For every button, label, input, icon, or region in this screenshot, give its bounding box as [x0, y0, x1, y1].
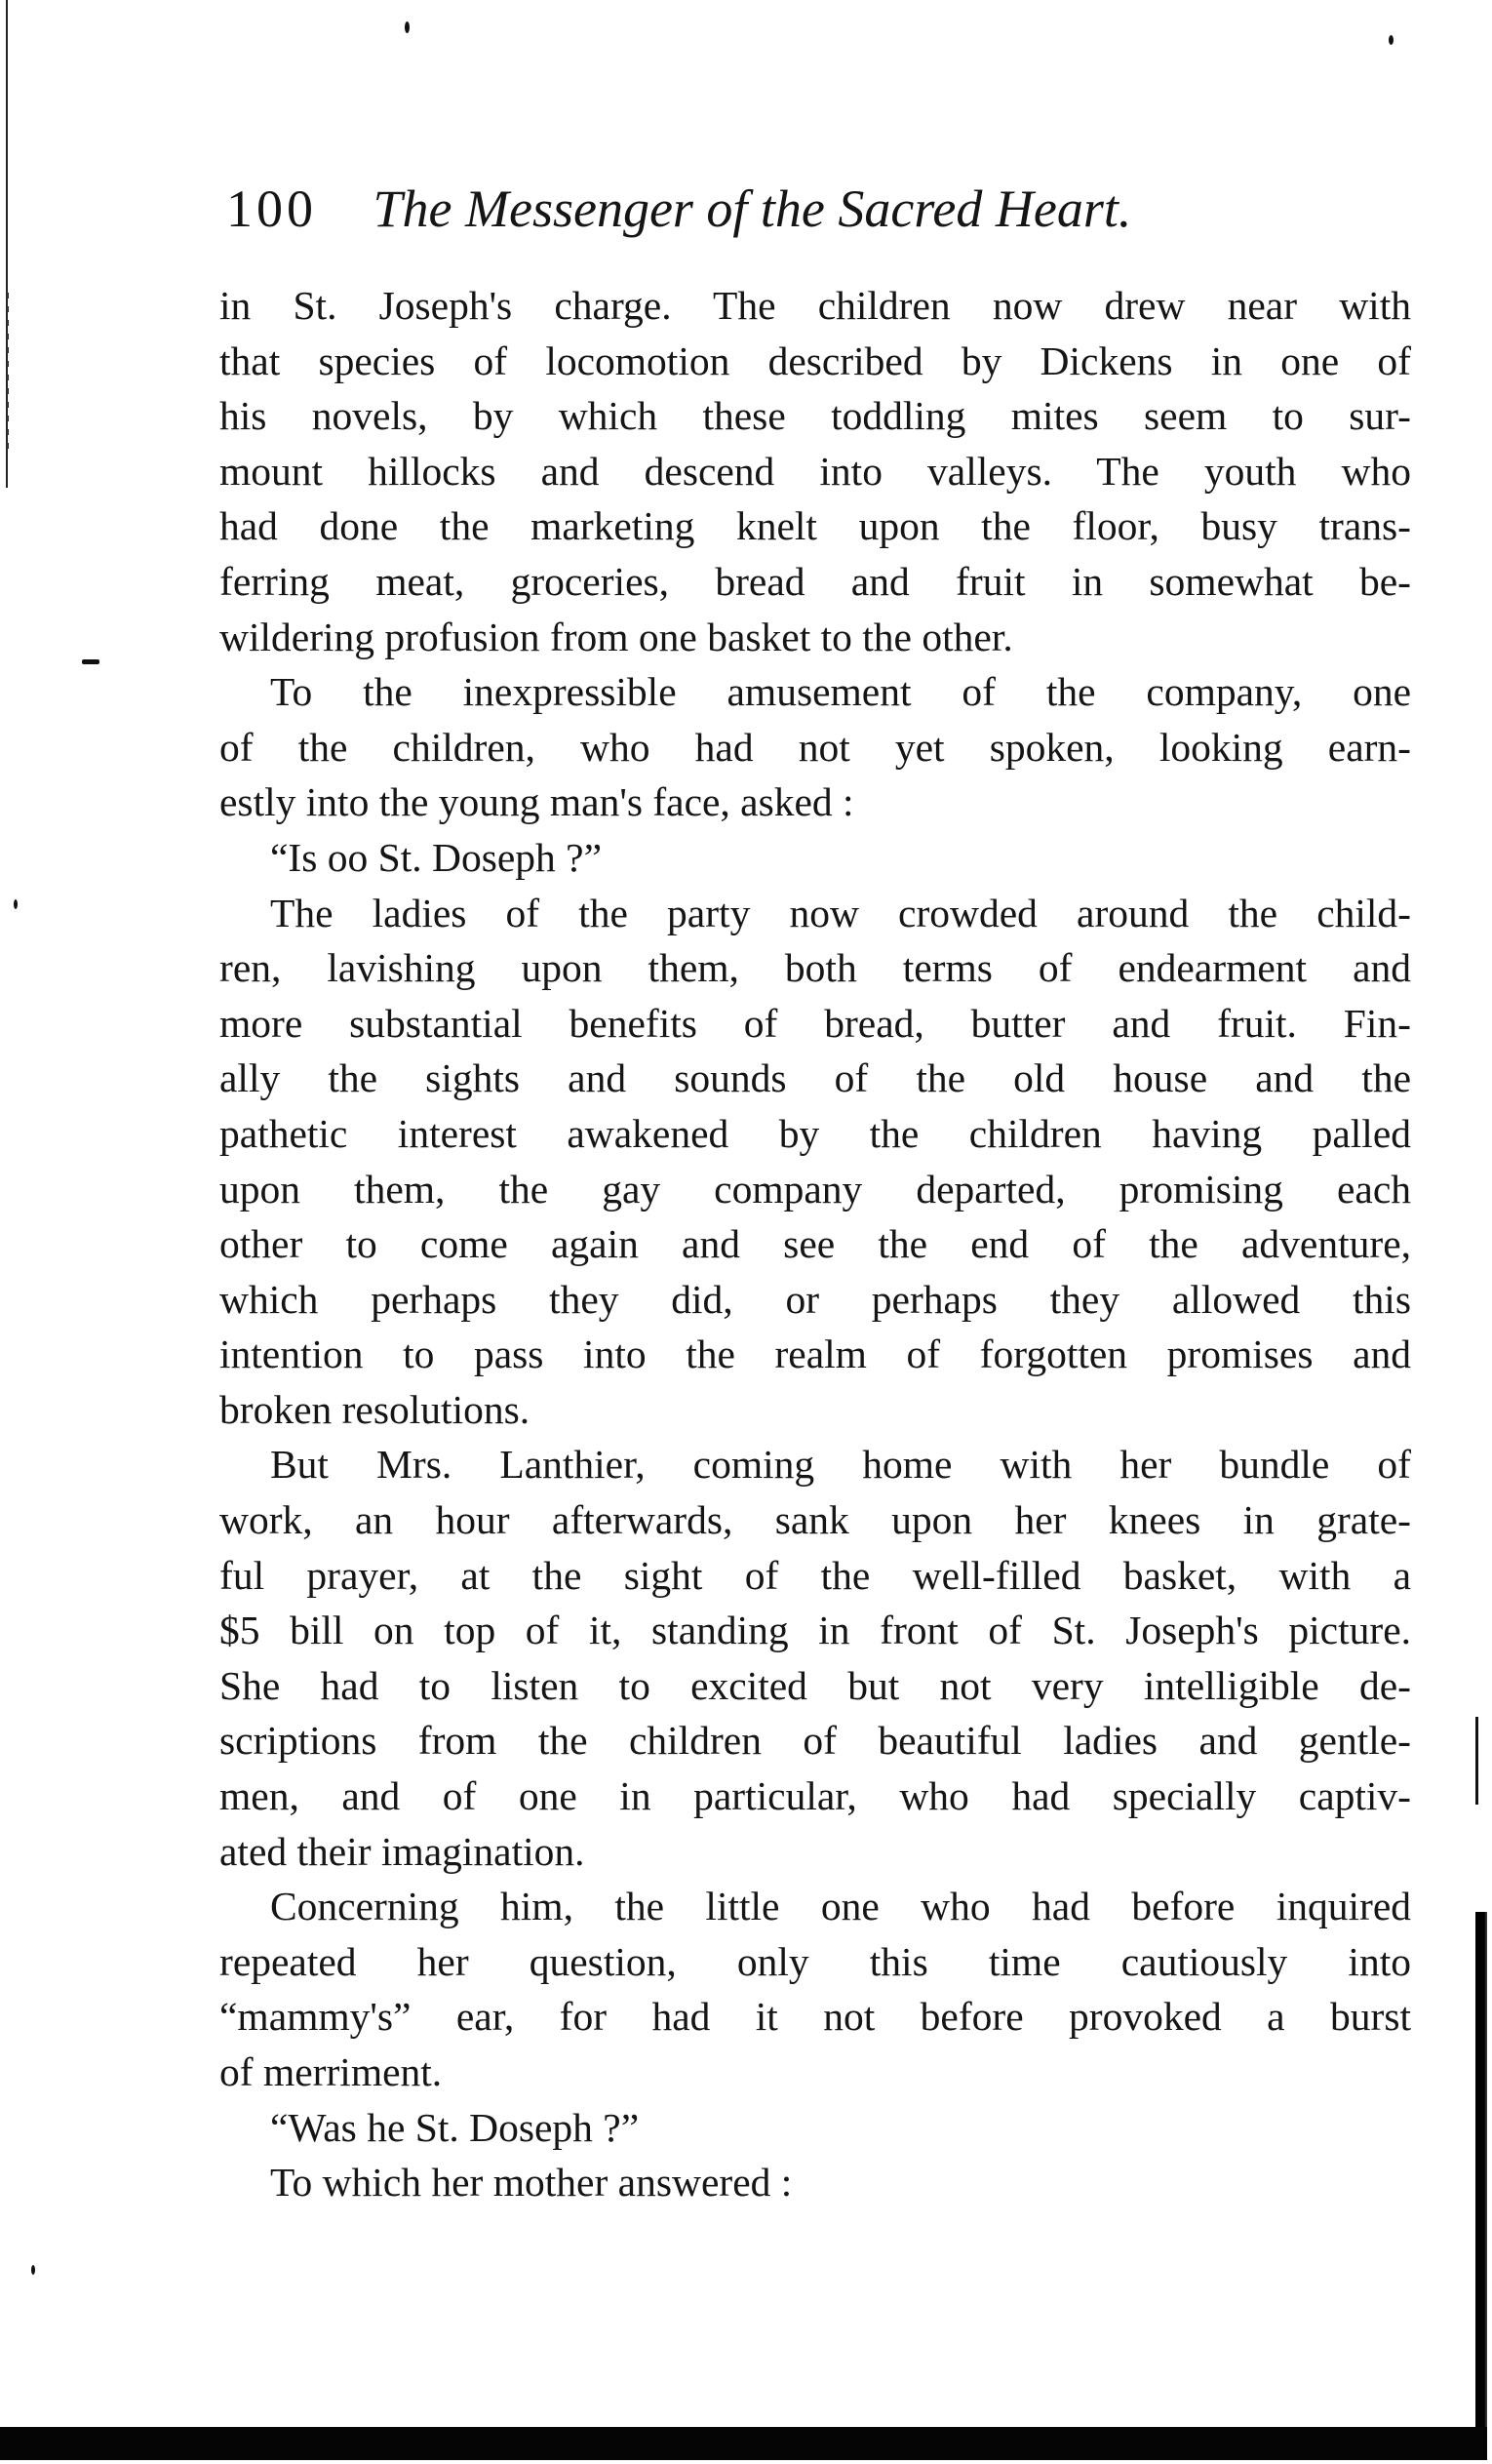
- text-line: his novels, by which these toddling mites seem to sur-: [219, 393, 1411, 439]
- text-line: other to come again and see the end of the adventure,: [219, 1221, 1411, 1267]
- paragraph: [219, 830, 1411, 886]
- text-line: To the inexpressible amusement of the company, one: [270, 669, 1411, 715]
- text-line: had done the marketing knelt upon the floor, busy trans-: [219, 503, 1411, 549]
- text-line: ated their imagination.: [219, 1828, 585, 1874]
- text-line: of merriment.: [219, 2049, 443, 2094]
- text-line: But Mrs. Lanthier, coming home with her bundle of: [270, 1442, 1411, 1488]
- text-line: ally the sights and sounds of the old house and the: [219, 1055, 1411, 1101]
- text-line: To which her mother answered :: [270, 2160, 793, 2206]
- body-text: [219, 278, 1411, 2210]
- paragraph: [219, 1437, 1411, 1879]
- scan-speck: [82, 659, 99, 664]
- text-line: “Was he St. Doseph ?”: [270, 2104, 640, 2150]
- text-line: Concerning him, the little one who had before inquired: [270, 1884, 1411, 1929]
- scan-speck: [405, 21, 410, 33]
- text-line: in St. Joseph's charge. The children now drew near with: [219, 283, 1411, 328]
- scan-edge-dots: [7, 293, 9, 449]
- scan-speck: [1389, 35, 1394, 45]
- paragraph: [219, 2100, 1411, 2156]
- text-line: “Is oo St. Doseph ?”: [270, 834, 603, 880]
- text-line: scriptions from the children of beautiful ladies and gentle-: [219, 1718, 1411, 1764]
- text-line: The ladies of the party now crowded around the child-: [270, 890, 1411, 935]
- text-line: “mammy's” ear, for had it not before provoked a burst: [219, 1994, 1411, 2040]
- text-line: of the children, who had not yet spoken, looking earn-: [219, 724, 1411, 770]
- scan-edge-right: [1475, 1912, 1487, 2458]
- text-line: which perhaps they did, or perhaps they allowed this: [219, 1276, 1411, 1322]
- text-line: $5 bill on top of it, standing in front of St. Joseph's picture.: [219, 1608, 1411, 1653]
- text-line: work, an hour afterwards, sank upon her knees in grate-: [219, 1497, 1411, 1543]
- page-number: 100: [226, 179, 317, 238]
- paragraph: [219, 2155, 1411, 2210]
- paragraph: [219, 664, 1411, 830]
- paragraph: [219, 1879, 1411, 2099]
- text-line: repeated her question, only this time cautiously into: [219, 1938, 1411, 1984]
- text-line: ferring meat, groceries, bread and fruit in somewhat be-: [219, 558, 1411, 604]
- text-line: pathetic interest awakened by the children having palled: [219, 1110, 1411, 1156]
- text-line: wildering profusion from one basket to the other.: [219, 614, 1013, 659]
- text-line: upon them, the gay company departed, promising each: [219, 1166, 1411, 1212]
- paragraph: [219, 278, 1411, 664]
- text-line: She had to listen to excited but not very intelligible de-: [219, 1662, 1411, 1708]
- scan-speck: [31, 2265, 35, 2275]
- text-line: men, and of one in particular, who had specially captiv-: [219, 1773, 1411, 1819]
- text-line: more substantial benefits of bread, butter and fruit. Fin-: [219, 1000, 1411, 1046]
- scan-bottom-bar: [0, 2427, 1487, 2460]
- text-line: that species of locomotion described by Dickens in one of: [219, 338, 1411, 383]
- text-line: ful prayer, at the sight of the well-filled basket, with a: [219, 1552, 1411, 1598]
- running-header: [226, 178, 1396, 240]
- text-line: estly into the young man's face, asked :: [219, 779, 854, 825]
- scan-edge-right-thin: [1475, 1717, 1478, 1805]
- text-line: intention to pass into the realm of forgotten promises and: [219, 1331, 1411, 1377]
- scan-speck: [14, 899, 18, 909]
- text-line: mount hillocks and descend into valleys. The youth who: [219, 448, 1411, 494]
- paragraph: [219, 886, 1411, 1438]
- text-line: ren, lavishing upon them, both terms of endearment and: [219, 945, 1411, 991]
- running-title: The Messenger of the Sacred Heart.: [373, 179, 1132, 238]
- text-line: broken resolutions.: [219, 1386, 530, 1432]
